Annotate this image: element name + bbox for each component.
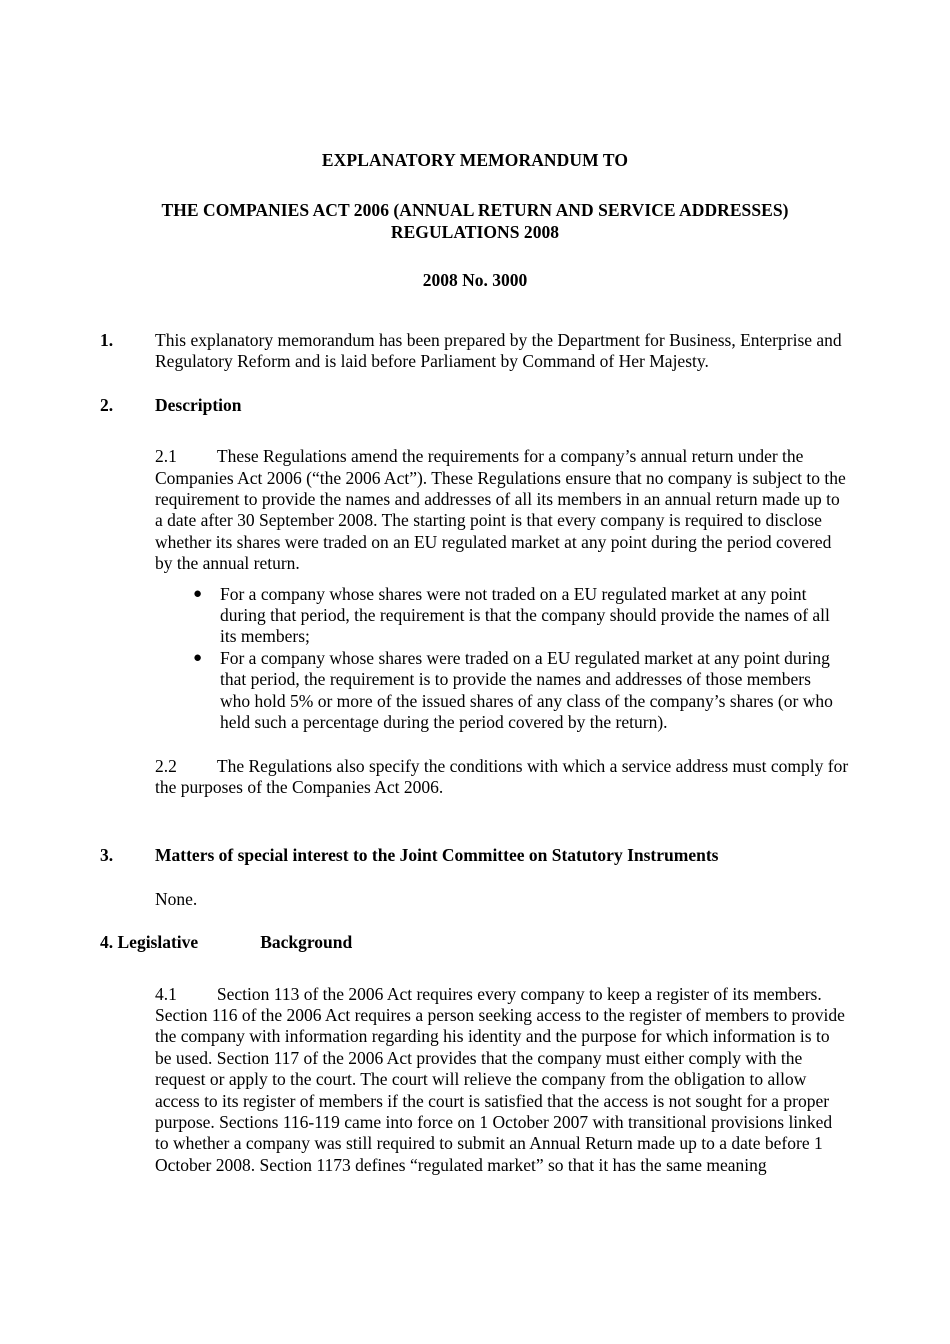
bullet-point-icon: ● bbox=[193, 585, 203, 602]
paragraph-2-2-number: 2.2 bbox=[155, 755, 177, 776]
document-title: EXPLANATORY MEMORANDUM TO bbox=[321, 150, 629, 170]
paragraph-4-1 bbox=[0, 984, 950, 1177]
paragraph-4-1-text: Section 113 of the 2006 Act requires every company to keep a register of its members. Section 116 of the 2006 Act requires a person seeking access to the register of members to provide the company with information regarding his identity and the purpose for which information is to be used. Section 117 of the 2006 Act provides that the company must either comply with the request or apply to the court. The court will relieve the company from the obligation to allow access to its register of members if the court is satisfied that the access is not sought for a proper purpose. Sections 116-119 came into force on 1 October 2007 with transitional provisions linked to whether a company was still required to submit an Annual Return made up to a date before 1 October 2008. Section 1173 defines “regulated market” so that it has the same meaning bbox=[155, 983, 845, 1175]
spacer bbox=[0, 910, 950, 932]
title-block bbox=[100, 150, 850, 291]
document-subtitle-line2: REGULATIONS 2008 bbox=[390, 222, 560, 242]
spacer bbox=[0, 798, 950, 828]
section-2-marker: 2. bbox=[100, 394, 114, 415]
section-1 bbox=[0, 330, 950, 373]
section-3-heading: Matters of special interest to the Joint Committee on Statutory Instruments bbox=[155, 845, 719, 866]
section-4-heading-part2: Background bbox=[260, 932, 353, 953]
list-item bbox=[0, 584, 950, 648]
section-4-heading-part1: 4. Legislative bbox=[100, 932, 199, 953]
spacer bbox=[0, 867, 950, 889]
statutory-instrument-number: 2008 No. 3000 bbox=[422, 270, 528, 290]
document-subtitle-line1: THE COMPANIES ACT 2006 (ANNUAL RETURN AND SERVICE ADDRESSES) bbox=[161, 200, 789, 220]
document-subtitle bbox=[100, 171, 850, 243]
section-3-marker: 3. bbox=[100, 845, 114, 866]
paragraph-2-2 bbox=[0, 756, 950, 799]
list-item-text: For a company whose shares were not traded on a EU regulated market at any point during that period, the requirement is that the company should provide the names of all its members; bbox=[220, 583, 830, 647]
spacer bbox=[0, 954, 950, 984]
spacer bbox=[0, 734, 950, 756]
section-3-body: None. bbox=[155, 888, 198, 909]
bullet-point-icon: ● bbox=[193, 649, 203, 666]
paragraph-4-1-number: 4.1 bbox=[155, 983, 177, 1004]
document-body bbox=[0, 330, 950, 1176]
spacer bbox=[0, 828, 950, 845]
spacer bbox=[0, 575, 950, 584]
section-2-heading-row bbox=[0, 395, 950, 416]
section-2-heading: Description bbox=[155, 394, 242, 415]
section-3-heading-row bbox=[0, 845, 950, 866]
section-2-bullet-list bbox=[0, 584, 950, 734]
section-1-marker: 1. bbox=[100, 330, 114, 350]
paragraph-2-1-text: These Regulations amend the requirements for a company’s annual return under the Companies Act 2006 (“the 2006 Act”). These Regulations ensure that no company is subject to the requirement to provide the names and addresses of all its members in an annual return made up to a date after 30 September 2008. The starting point is that every company is required to disclose whether its shares were traded on an EU regulated market at any point during the period covered by the annual return. bbox=[155, 446, 846, 574]
list-item bbox=[0, 648, 950, 734]
paragraph-2-2-text: The Regulations also specify the conditions with which a service address must comply for the purposes of the Companies Act 2006. bbox=[155, 755, 849, 797]
paragraph-2-1 bbox=[0, 446, 950, 574]
list-item-text: For a company whose shares were traded on a EU regulated market at any point during that period, the requirement is to provide the names and addresses of those members who hold 5% or more of the issued shares of any class of the company’s shares (or who held such a percentage during the period covered by the return). bbox=[220, 647, 833, 733]
section-1-text: This explanatory memorandum has been prepared by the Department for Business, Enterprise and Regulatory Reform and is laid before Parliament by Command of Her Majesty. bbox=[155, 330, 842, 372]
spacer bbox=[0, 416, 950, 446]
spacer bbox=[0, 373, 950, 395]
section-4-heading-row bbox=[0, 932, 950, 953]
paragraph-2-1-number: 2.1 bbox=[155, 446, 177, 467]
